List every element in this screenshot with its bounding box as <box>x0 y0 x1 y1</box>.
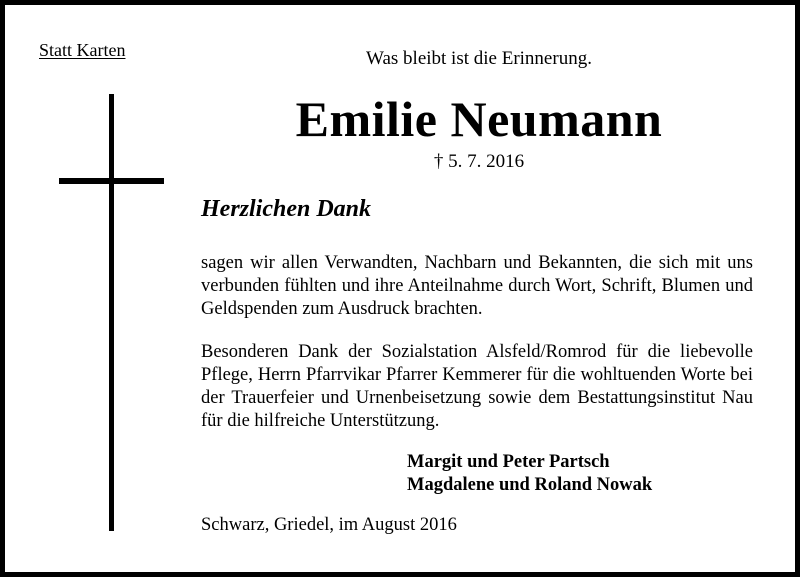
motto: Was bleibt ist die Erinnerung. <box>366 48 592 69</box>
thanks-paragraph-1: sagen wir allen Verwandten, Nachbarn und Bekannten, die sich mit uns verbunden fühlten und ihre Anteilnahme durch Wort, Schrift, Blumen und Geldspenden zum Ausdruck brachten. <box>201 253 753 319</box>
place-date: Schwarz, Griedel, im August 2016 <box>201 515 457 535</box>
statt-karten-label: Statt Karten <box>39 40 126 60</box>
thanks-paragraph-2: Besonderen Dank der Sozialstation Alsfeld/Romrod für die liebevolle Pflege, Herrn Pfarrvikar Pfarrer Kemmerer für die wohltuenden Worte bei der Trauerfeier und Urnenbeisetzung sowie dem Bestattungsinstitut Nau für die hilfreiche Unterstützung. <box>201 342 753 431</box>
signature-line-2: Magdalene und Roland Nowak <box>407 475 653 495</box>
death-date: † 5. 7. 2016 <box>433 151 525 172</box>
cross-horizontal-bar <box>59 178 164 184</box>
cross-vertical-bar <box>109 94 114 531</box>
deceased-name: Emilie Neumann <box>295 91 663 147</box>
signature-line-1: Margit und Peter Partsch <box>407 452 610 472</box>
thanks-heading: Herzlichen Dank <box>201 196 372 222</box>
